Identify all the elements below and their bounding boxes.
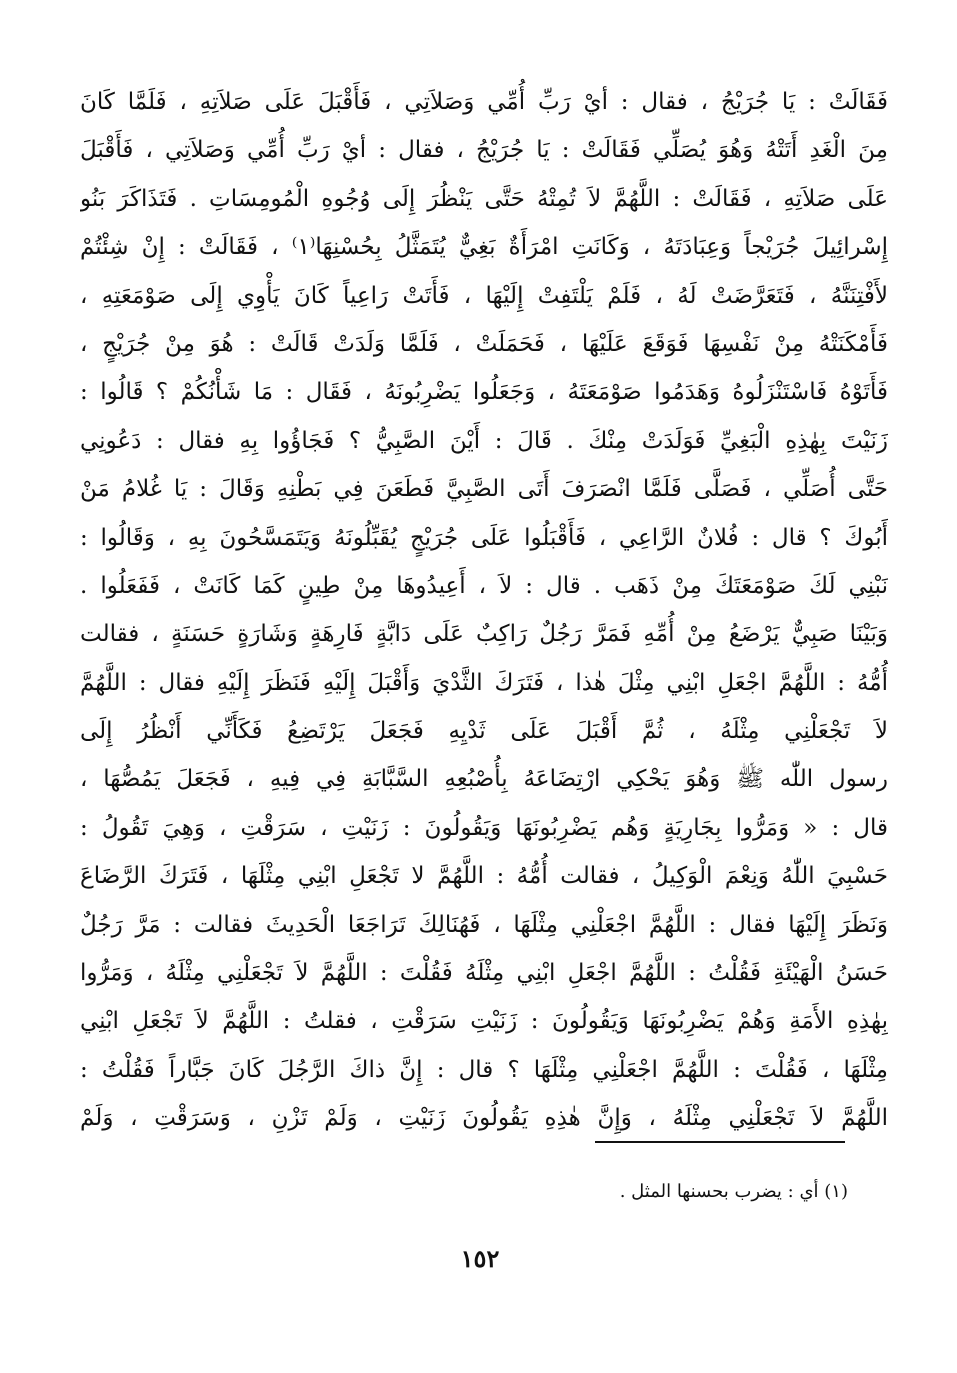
text-line-10: أَبُوكَ ؟ قال : فُلانٌ الرَّاعِي ، فَأَقْبَلُوا عَلَى جُرَيْجٍ يُقَبِّلُونَهُ وَيَتَمَسَّحُونَ بِهِ ، وَقَالُوا :: [80, 524, 888, 551]
text-line-11: نَبْنِي لَكَ صَوْمَعَتَكَ مِنْ ذَهَب . قال : لاَ ، أَعِيدُوهَا مِنْ طِينٍ كَمَا كَانَتْ ، فَفَعَلُوا .: [80, 572, 888, 599]
text-line-19: حَسَنُ الْهَيْئَةِ فَقُلْتُ : اللَّهُمَّ اجْعَلِ ابْنِي مِثْلَهُ فَقُلْتَ : اللَّهُمَّ لاَ تَجْعَلْنِي مِثْلَهُ ، وَمَرُّوا: [80, 960, 888, 987]
text-line-20: بِهٰذِهِ الأَمَةِ وَهُمْ يَضْرِبُونَهَا وَيَقُولُونَ : زَنَيْتِ سَرَقْتِ ، فقلتُ : اللَّهُمَّ لاَ تَجْعَلِ ابْنِي: [80, 1008, 888, 1035]
text-line-5: لأَفْتِنَنَّهُ ، فَتَعَرَّضَتْ لَهُ ، فَلَمْ يَلْتَفِتْ إِلَيْهَا ، فَأَتَتْ رَاعِياً كَانَ يَأْوِي إِلَى صَوْمَعَتِهِ ،: [80, 282, 888, 309]
text-line-18: وَنَظَرَ إِلَيْهَا فقال : اللَّهُمَّ اجْعَلْنِي مِثْلَهَا ، فَهُنَالِكَ تَرَاجَعَا الْحَدِيثَ فقالت : مَرَّ رَجُلٌ: [80, 911, 888, 938]
text-line-1: فَقَالَتْ : يَا جُرَيْجُ ، فقال : أيْ رَبِّ أُمِّي وَصَلاَتِي ، فَأَقْبَلَ عَلَى صَلاَتِهِ ، فَلَمَّا كَانَ: [80, 89, 888, 115]
text-line-9: حَتَّى أُصَلِّي ، فَصَلَّى فَلَمَّا انْصَرَفَ أَتَى الصَّبِيَّ فَطَعَنَ فِي بَطْنِهِ وَقَالَ : يَا غُلامُ مَنْ: [80, 476, 888, 503]
text-line-2: مِنَ الْغَدِ أَتَتْهُ وَهُوَ يُصَلِّي فَقَالَتْ : يَا جُرَيْجُ ، فقال : أيْ رَبِّ أُمِّي وَصَلاَتِي ، فَأَقْبَلَ: [80, 137, 888, 164]
text-line-22: اللَّهُمَّ لاَ تَجْعَلْنِي مِثْلَهُ ، وَإِنَّ هٰذِهِ يَقُولُونَ زَنَيْتِ ، وَلَمْ تَزْنِ ، وَسَرَقْتِ ، وَلَمْ: [80, 1105, 888, 1132]
main-text-block: [80, 78, 888, 1143]
text-line-6: فَأَمْكَنَتْهُ مِنْ نَفْسِهَا فَوَقَعَ عَلَيْهَا ، فَحَمَلَتْ ، فَلَمَّا وَلَدَتْ قَالَتْ : هُوَ مِنْ جُرَيْجٍ ،: [80, 330, 888, 357]
text-line-4: إِسْرائِيلَ جُرَيْجاً وَعِبَادَتَهُ ، وَكَانَتِ امْرَأَةٌ بَغِيٌّ يُتَمَثَّلُ بِحُسْنِهَا⁽١⁾ ، فَقَالَتْ : إِنْ شِئْتُمْ: [80, 234, 888, 261]
text-line-12: وَبَيْنَا صَبِيٌّ يَرْضَعُ مِنْ أُمِّهِ فَمَرَّ رَجُلٌ رَاكِبٌ عَلَى دَابَّةٍ فَارِهَةٍ وَشَارَةٍ حَسَنَةٍ ، فقالت: [80, 621, 888, 648]
text-line-7: فَأَتَوْهُ فَاسْتَنْزَلُوهُ وَهَدَمُوا صَوْمَعَتَهُ ، وَجَعَلُوا يَضْرِبُونَهُ ، فَقَال : مَا شَأْنُكُمْ ؟ قَالُوا :: [80, 379, 888, 406]
text-line-8: زَنَيْتَ بِهٰذِهِ الْبَغِيِّ فَوَلَدَتْ مِنْكَ . قَالَ : أَيْنَ الصَّبِيُّ ؟ فَجَاؤُوا بِهِ فقال : دَعُونِي: [80, 427, 888, 454]
text-line-15: رسول اللّٰه ﷺ وَهُوَ يَحْكِي ارْتِضَاعَهُ بِأُصْبُعِهِ السَّبَّابَةِ فِي فِيهِ ، فَجَعَلَ يَمُصُّهَا ،: [80, 766, 888, 793]
text-line-21: مِثْلَهَا ، فَقُلْتَ : اللَّهُمَّ اجْعَلْنِي مِثْلَهَا ؟ قال : إِنَّ ذاكَ الرَّجُلَ كَانَ جَبَّاراً فَقُلْتُ :: [80, 1056, 888, 1083]
text-line-13: أُمُّهُ : اللَّهُمَّ اجْعَلِ ابْنِي مِثْلَ هٰذا ، فَتَرَكَ الثَّدْيَ وَأَقْبَلَ إِلَيْهِ فَنَظَرَ إِلَيْهِ فقال : اللَّهُمَّ: [80, 669, 888, 696]
footnote: (١) أي : يضرب بحسنها المثل .: [619, 1181, 848, 1202]
text-line-3: عَلَى صَلاَتِهِ ، فَقَالَتْ : اللَّهُمَّ لاَ تُمِتْهُ حَتَّى يَنْظُرَ إِلَى وُجُوهِ الْمُومِسَاتِ . فَتَذَاكَرَ بَنُو: [80, 185, 888, 212]
text-line-17: حَسْبِيَ اللّٰهُ وَنِعْمَ الْوَكِيلُ ، فقالت أُمُّهُ : اللَّهُمَّ لا تَجْعَلِ ابْنِي مِثْلَهَا ، فَتَرَكَ الرَّضَاعَ: [80, 863, 888, 890]
page-number: ١٥٢: [460, 1244, 500, 1273]
footnote-divider: [595, 1141, 845, 1143]
text-line-16: قال : « وَمَرُّوا بِجَارِيَةٍ وَهُم يَضْرِبُونَهَا وَيَقُولُونَ : زَنَيْتِ ، سَرَقْتِ ، وَهِيَ تَقُولُ :: [80, 814, 888, 841]
text-line-14: لاَ تَجْعَلْنِي مِثْلَهُ ، ثُمَّ أَقْبَلَ عَلَى ثَدْيِهِ فَجَعَلَ يَرْتَضِعُ فَكَأَنِّي أَنْظُرُ إِلَى: [80, 718, 888, 745]
